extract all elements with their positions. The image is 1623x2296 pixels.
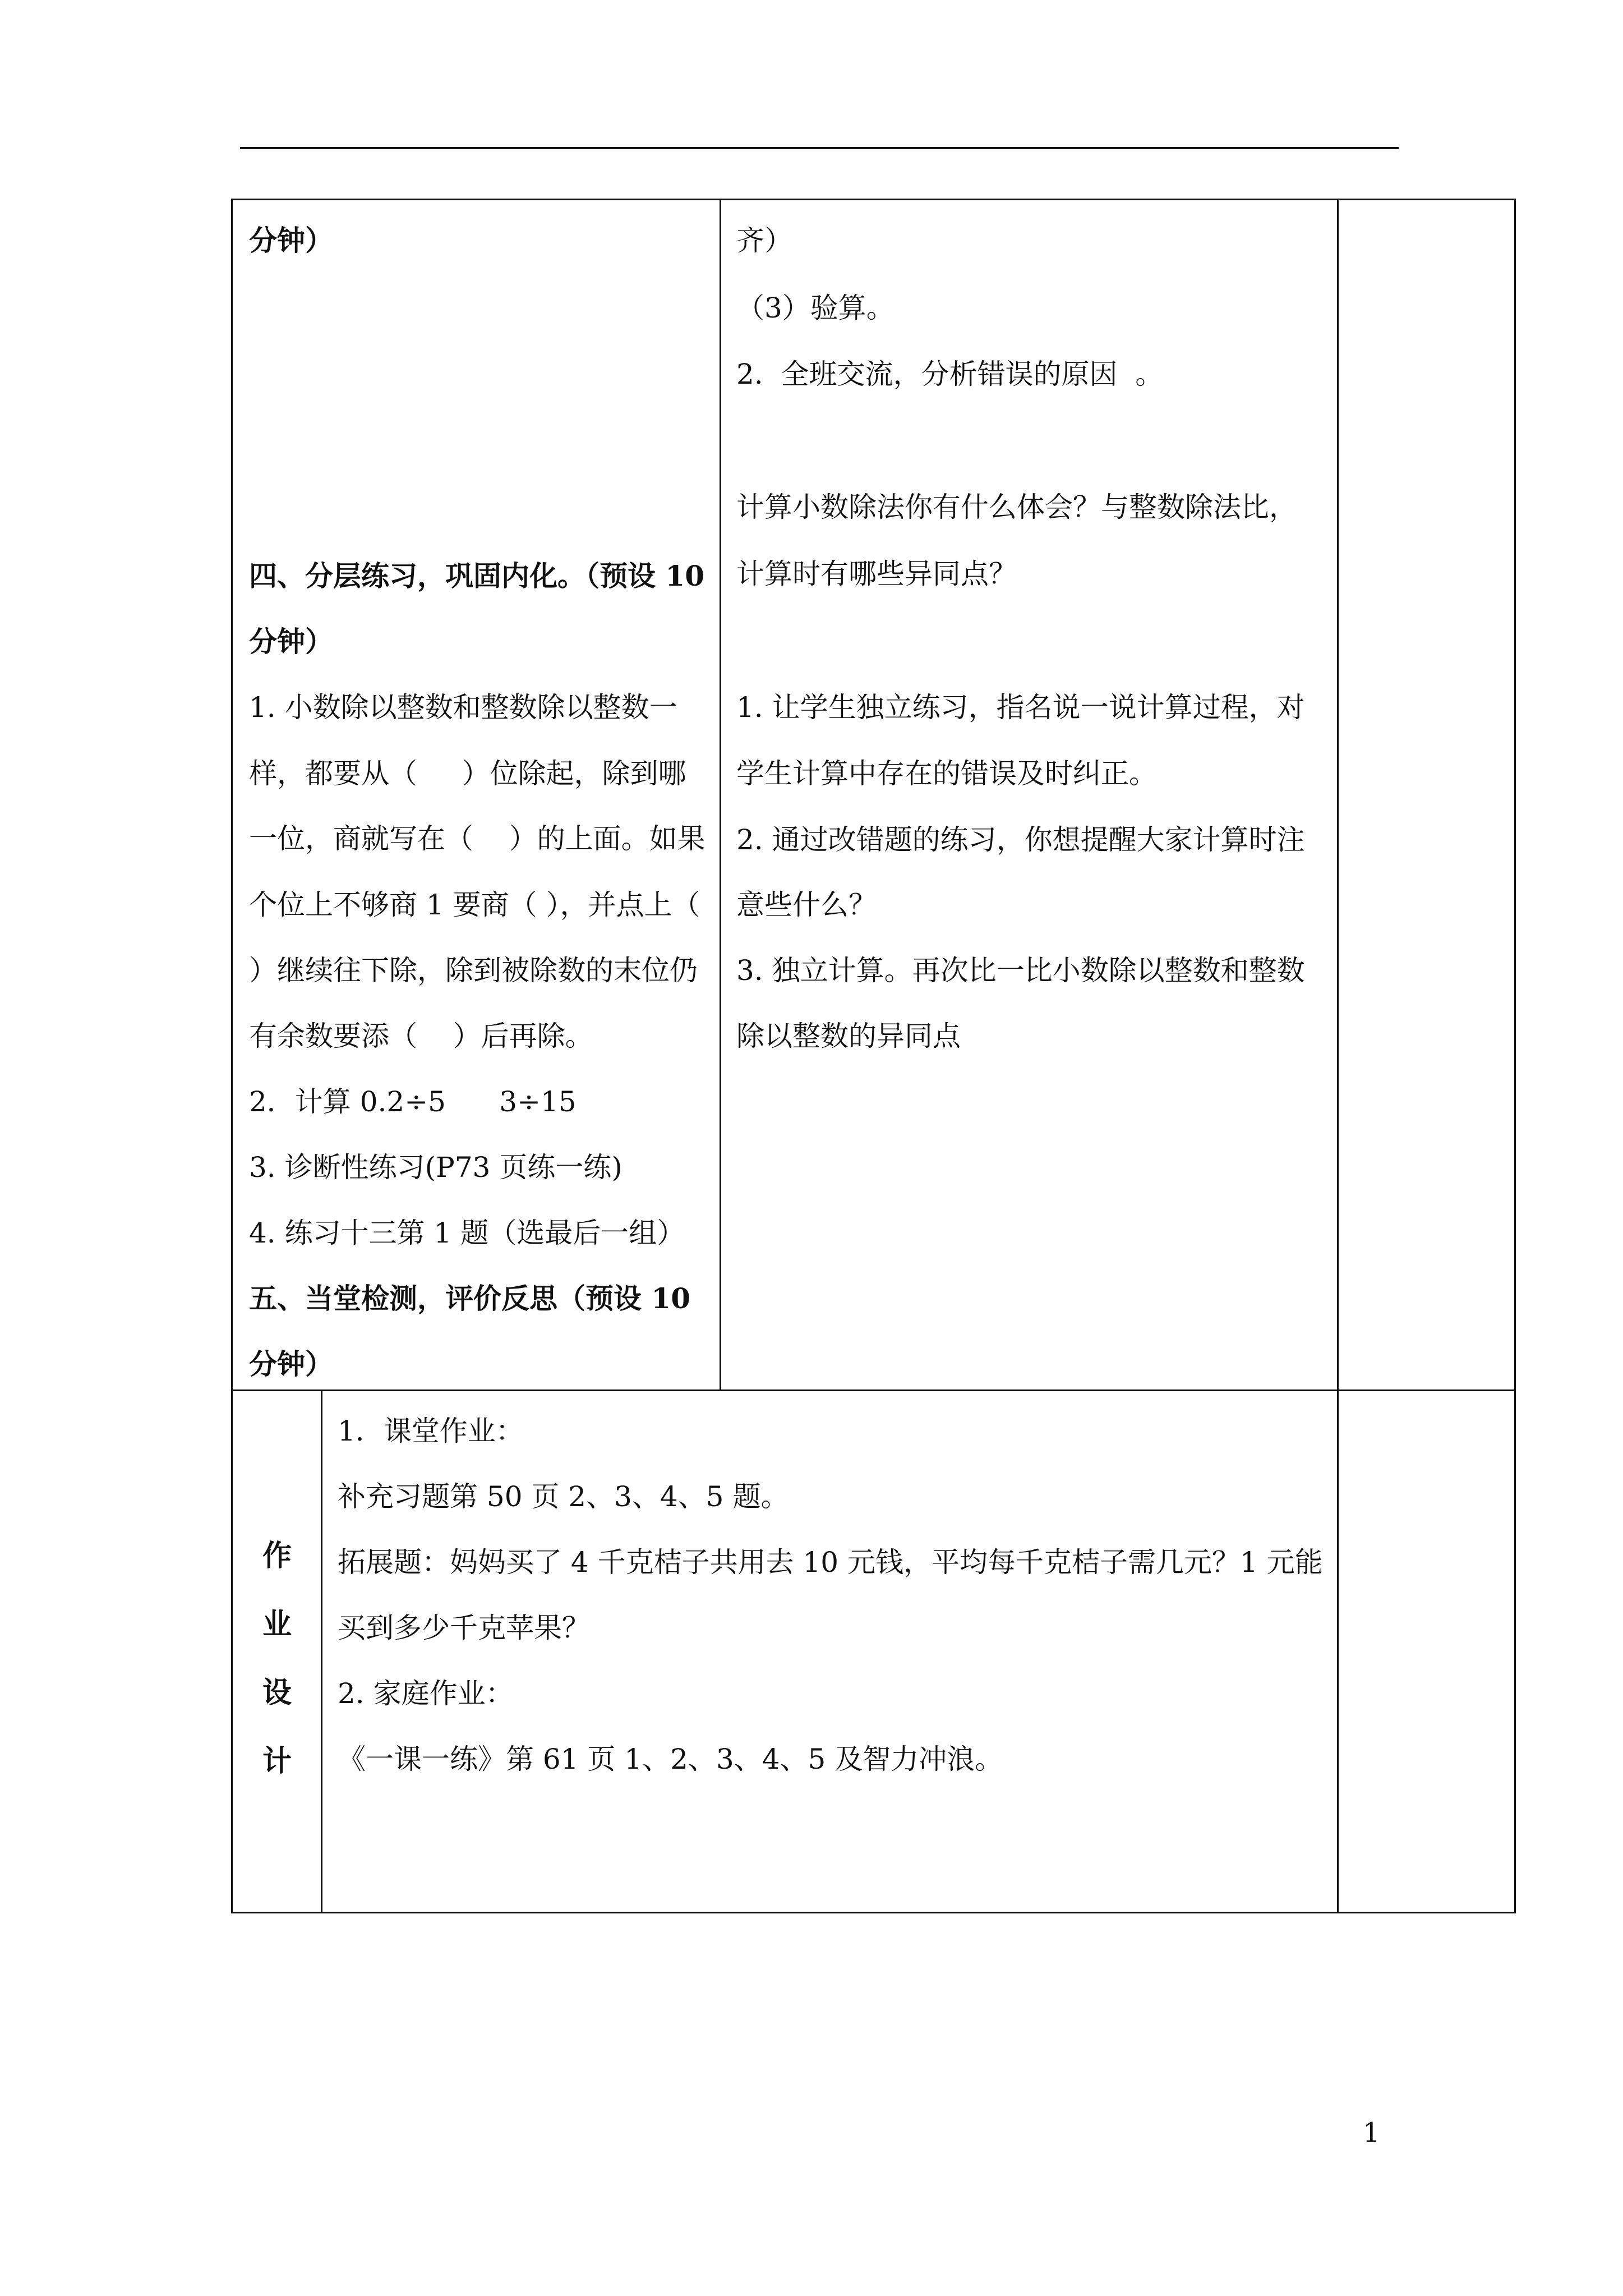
homework-label-char: 业 bbox=[262, 1607, 292, 1641]
homework-line: 拓展题：妈妈买了 4 千克桔子共用去 10 元钱，平均每千克桔子需几元？1 元能 bbox=[338, 1546, 1323, 1579]
homework-line: 2. 家庭作业： bbox=[338, 1677, 514, 1710]
table-column-divider-1 bbox=[720, 199, 721, 1391]
text-line: 3. 诊断性练习(P73 页练一练) bbox=[249, 1151, 623, 1184]
table-bottom-border bbox=[231, 1912, 1516, 1913]
text-line: 个位上不够商 1 要商（ ），并点上（ bbox=[249, 889, 700, 921]
table-top-border bbox=[231, 199, 1516, 200]
page-number: 1 bbox=[1363, 2117, 1380, 2148]
text-line: 分钟） bbox=[249, 224, 333, 257]
section-heading-cont: 分钟） bbox=[249, 625, 333, 658]
homework-line: 《一课一练》第 61 页 1、2、3、4、5 及智力冲浪。 bbox=[338, 1743, 1003, 1775]
text-line: （3）验算。 bbox=[736, 292, 895, 324]
section-heading: 五、当堂检测，评价反思（预设 10 bbox=[249, 1282, 690, 1315]
table-row-divider bbox=[231, 1389, 1516, 1391]
table-column-divider-2 bbox=[1337, 199, 1339, 1913]
text-line: 1. 让学生独立练习，指名说一说计算过程，对 bbox=[736, 691, 1305, 724]
text-line: 4. 练习十三第 1 题（选最后一组） bbox=[249, 1217, 685, 1249]
homework-label-char: 设 bbox=[262, 1676, 292, 1710]
table-right-border bbox=[1514, 199, 1516, 1913]
homework-label-divider bbox=[321, 1389, 322, 1913]
text-line: 1. 小数除以整数和整数除以整数一 bbox=[249, 691, 677, 724]
text-line: 学生计算中存在的错误及时纠正。 bbox=[736, 757, 1157, 790]
homework-label-char: 作 bbox=[262, 1539, 292, 1573]
text-line: 2. 通过改错题的练习，你想提醒大家计算时注 bbox=[736, 823, 1305, 856]
text-line: 一位，商就写在（ ）的上面。如果 bbox=[249, 822, 706, 855]
homework-line: 1．课堂作业： bbox=[338, 1415, 524, 1447]
text-line: 2. 全班交流，分析错误的原因 。 bbox=[736, 358, 1164, 390]
homework-line: 补充习题第 50 页 2、3、4、5 题。 bbox=[338, 1480, 789, 1513]
homework-label-char: 计 bbox=[262, 1744, 292, 1778]
section-heading-cont: 分钟） bbox=[249, 1347, 333, 1381]
text-line: 齐） bbox=[736, 224, 792, 257]
header-rule bbox=[240, 147, 1399, 149]
text-line: 计算小数除法你有什么体会？与整数除法比， bbox=[736, 491, 1297, 523]
text-line: 除以整数的异同点 bbox=[736, 1020, 961, 1052]
text-line: 有余数要添（ ）后再除。 bbox=[249, 1020, 593, 1052]
table-left-border bbox=[231, 199, 233, 1913]
text-line: 计算时有哪些异同点？ bbox=[736, 558, 1017, 590]
text-line: 2．计算 0.2÷5 3÷15 bbox=[249, 1085, 577, 1118]
text-line: 样，都要从（ ）位除起，除到哪 bbox=[249, 757, 686, 790]
section-heading: 四、分层练习，巩固内化。（预设 10 bbox=[249, 559, 704, 592]
text-line: ）继续往下除，除到被除数的末位仍 bbox=[249, 954, 698, 987]
text-line: 3. 独立计算。再次比一比小数除以整数和整数 bbox=[736, 954, 1305, 987]
text-line: 意些什么？ bbox=[736, 889, 877, 921]
homework-line: 买到多少千克苹果？ bbox=[338, 1612, 590, 1644]
